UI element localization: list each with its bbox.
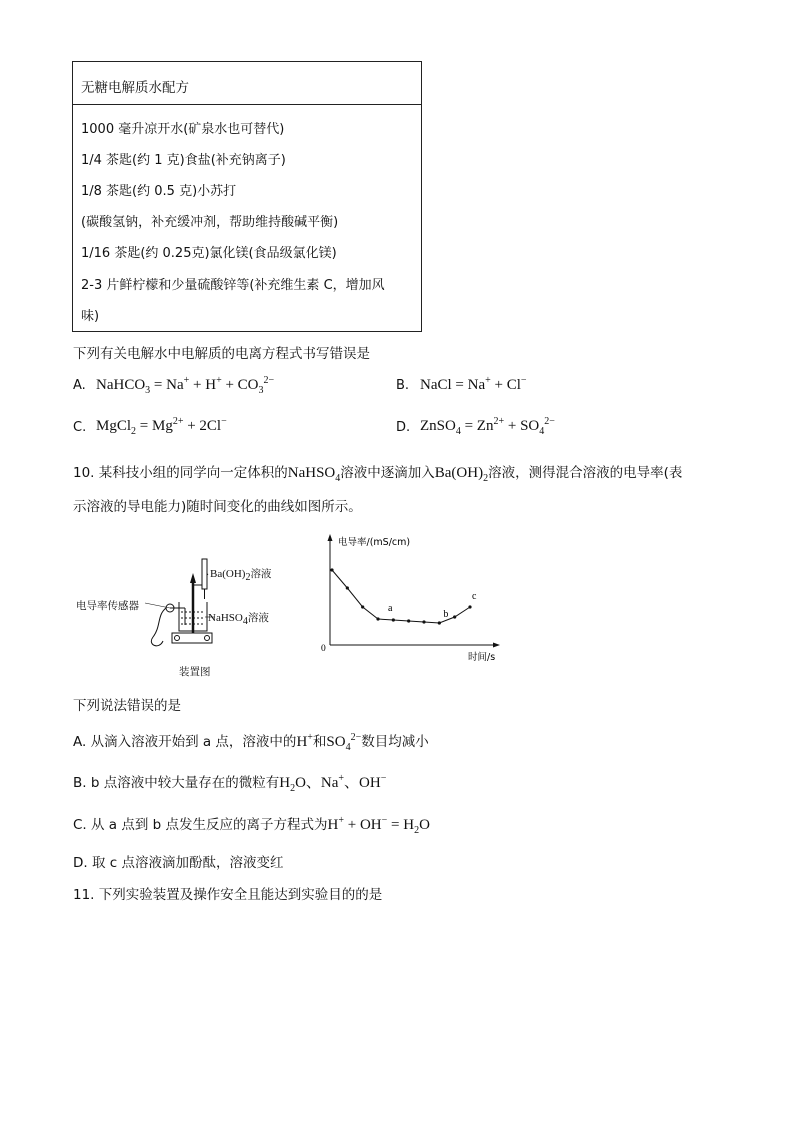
q10-option-d: D. 取 c 点溶液滴加酚酞，溶液变红 [73, 855, 284, 871]
nahso4-formula: NaHSO$_4$ [287, 465, 341, 484]
q10-option-a-text: 数目均减小 [361, 734, 429, 750]
data-point [376, 617, 379, 620]
q11-stem: 11. 下列实验装置及操作安全且能达到实验目的的是 [73, 887, 383, 903]
q10-stem-text: 溶液，测得混合溶液的电导率(表 [488, 465, 683, 481]
stand-knob [175, 636, 180, 641]
q9-option-c-label: C. [73, 420, 87, 435]
species-list: $H_2O$、Na+、OH− [279, 773, 387, 794]
q10-option-c [73, 813, 430, 836]
x-axis-arrow [493, 643, 500, 648]
conductivity-line [332, 570, 470, 623]
q9-option-d-label: D. [396, 420, 411, 435]
recipe-line: 2-3 片鲜柠檬和少量硫酸锌等(补充维生素 C，增加风 [81, 278, 385, 293]
sensor-label: 电导率传感器 [76, 600, 139, 612]
q10-stem-text: 溶液中逐滴加入 [340, 465, 435, 481]
data-point [392, 618, 395, 621]
q10-stem-line2: 示溶液的导电能力)随时间变化的曲线如图所示。 [73, 499, 362, 515]
y-axis-arrow [328, 534, 333, 541]
rod-tip [190, 573, 196, 583]
q10-stem-text: 10. 某科技小组的同学向一定体积的 [73, 465, 288, 481]
q10-option-b-text: B. b 点溶液中较大量存在的微粒有 [73, 775, 280, 791]
point-label-c: c [472, 591, 477, 602]
q9-option-c-formula: MgCl$_2$ = $Mg^{2+} + 2Cl^-$ [96, 416, 227, 437]
q10-option-a-text: 和 [312, 734, 327, 750]
h-plus: H+ [296, 732, 313, 750]
q10-option-a [73, 730, 429, 753]
data-point [330, 568, 333, 571]
q10-option-b [73, 771, 386, 794]
chart-origin: 0 [321, 644, 326, 654]
q10-option-a-text: A. 从滴入溶液开始到 a 点，溶液中的 [73, 734, 297, 750]
recipe-line: (碳酸氢钠，补充缓冲剂，帮助维持酸碱平衡) [81, 215, 339, 230]
recipe-line: 1/16 茶匙(约 0.25克)氯化镁(食品级氯化镁) [81, 246, 337, 261]
recipe-line: 1/4 茶匙(约 1 克)食盐(补充钠离子) [81, 153, 286, 168]
so4-ion: $SO_4^{2-}$ [326, 732, 362, 753]
q9-option-b-formula: NaCl = Na+ + Cl− [420, 375, 527, 393]
q9-option-a-label: A. [73, 378, 86, 393]
q9-option-b-label: B. [396, 378, 410, 393]
conductivity-chart [318, 530, 508, 665]
stand-base [172, 633, 212, 643]
data-point [438, 621, 441, 624]
recipe-line: 1/8 茶匙(约 0.5 克)小苏打 [81, 184, 237, 199]
recipe-box [72, 61, 422, 332]
recipe-line: 1000 毫升凉开水(矿泉水也可替代) [81, 122, 285, 137]
recipe-title: 无糖电解质水配方 [81, 80, 189, 96]
q9-stem: 下列有关电解水中电解质的电离方程式书写错误是 [73, 346, 370, 362]
q10-stem: 下列说法错误的是 [73, 698, 181, 714]
chart-xlabel: 时间/s [468, 652, 496, 663]
ionic-equation: $H^+ + OH^- = H_2O$ [327, 815, 430, 836]
point-label-b: b [443, 609, 449, 620]
apparatus-caption: 装置图 [179, 666, 211, 678]
q9-option-d-formula: ZnSO$_4$ = $Zn^{2+} + SO_4^{2-}$ [420, 416, 555, 437]
baoh2-label: $Ba(OH)_2$溶液 [210, 568, 272, 584]
recipe-divider [73, 104, 421, 105]
data-point [346, 586, 349, 589]
recipe-line: 味) [81, 309, 100, 324]
nahso4-label: NaHSO$_4$溶液 [208, 612, 269, 628]
data-point [453, 615, 456, 618]
q9-option-a-formula: NaHCO$_3$ = $Na^+ + H^+ + CO_3^{2-}$ [96, 375, 275, 396]
data-point [361, 605, 364, 608]
burette [202, 559, 207, 589]
nahso4-label-text: 溶液 [247, 612, 269, 624]
baoh2-formula: $Ba(OH)_2$ [434, 465, 489, 484]
stand-knob [205, 636, 210, 641]
sensor-cable [151, 608, 166, 646]
sensor-leader [145, 603, 170, 608]
chart-ylabel: 电导率/(mS/cm) [338, 537, 411, 548]
baoh2-label-text: 溶液 [250, 568, 272, 580]
q10-stem-line1 [73, 461, 682, 484]
q10-option-c-text: C. 从 a 点到 b 点发生反应的离子方程式为 [73, 817, 328, 833]
data-point [468, 605, 471, 608]
data-point [422, 620, 425, 623]
data-point [407, 619, 410, 622]
point-label-a: a [388, 603, 393, 614]
